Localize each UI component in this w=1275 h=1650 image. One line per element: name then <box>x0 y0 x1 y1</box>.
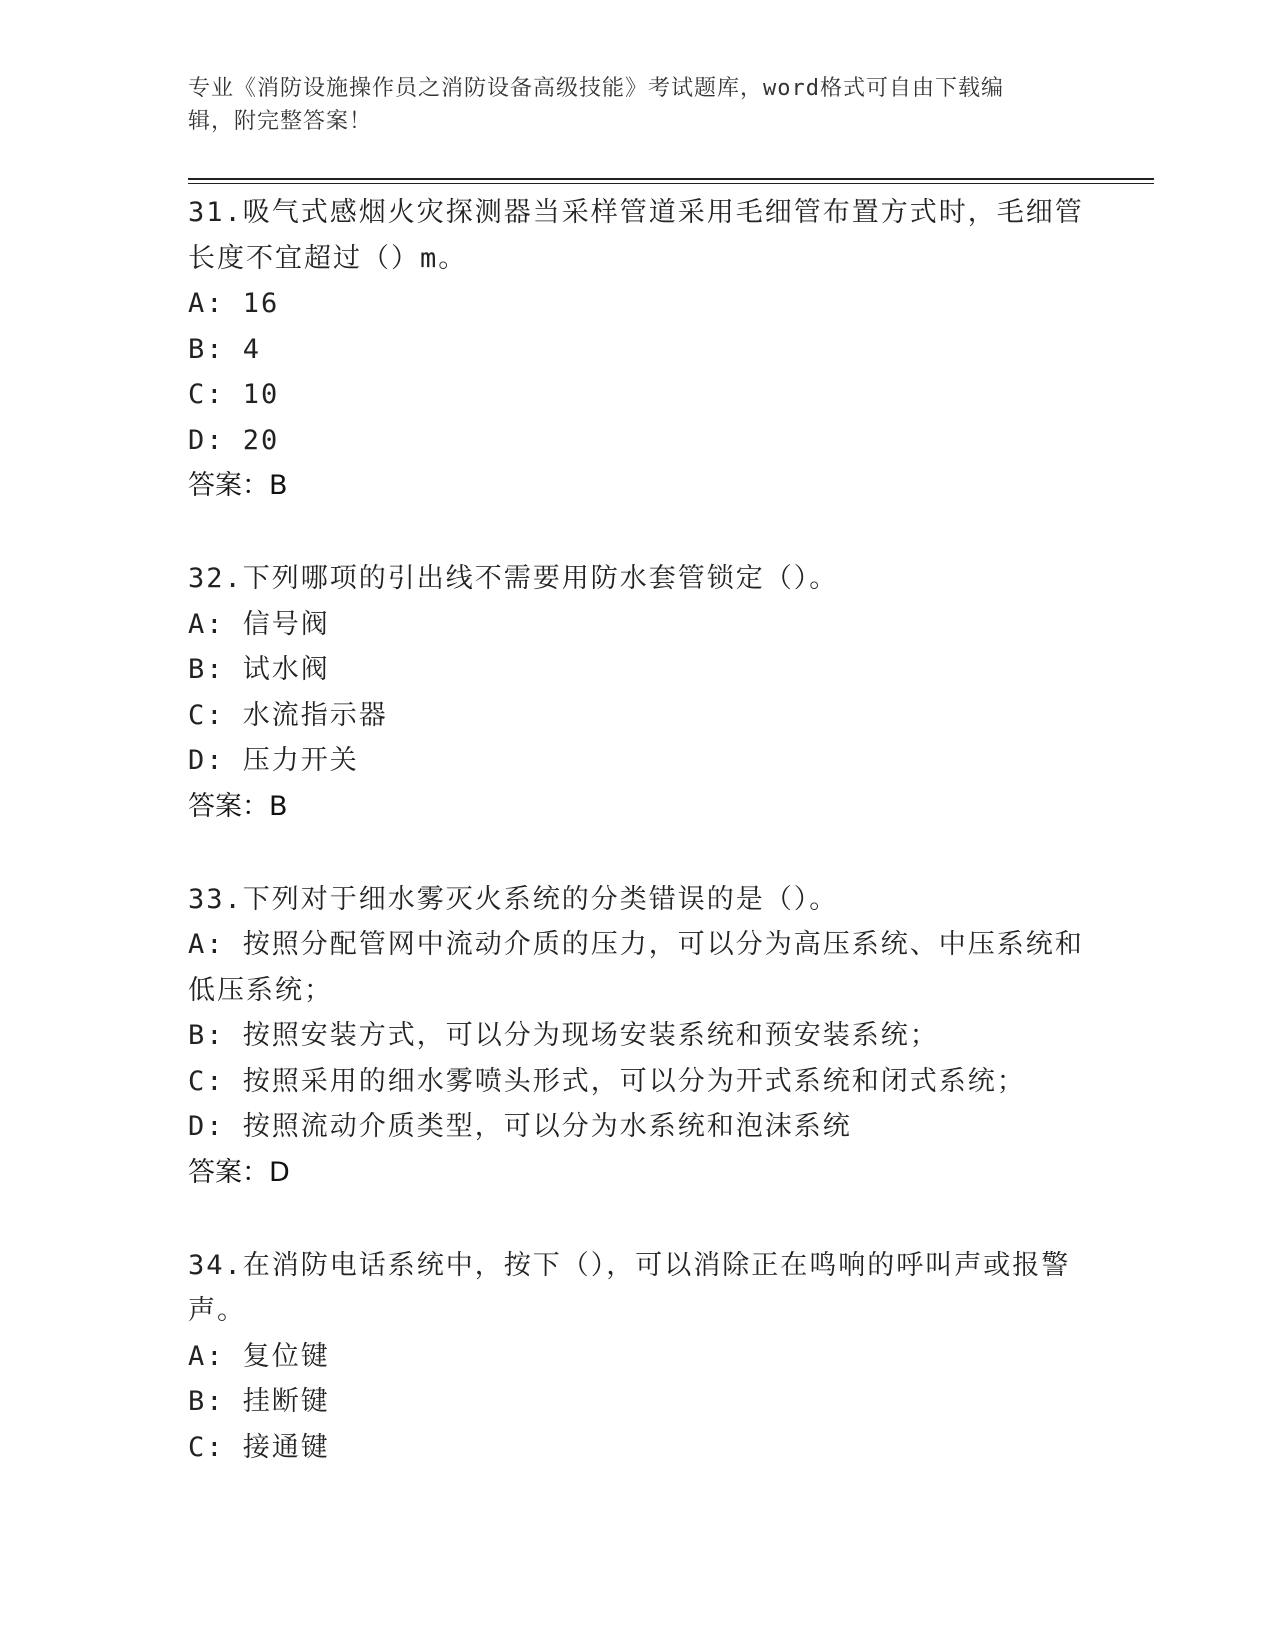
option-c: C: 水流指示器 <box>188 699 388 731</box>
question-stem: 34.在消防电话系统中，按下（），可以消除正在鸣响的呼叫声或报警 <box>188 1249 1071 1281</box>
question-stem: 33.下列对于细水雾灭火系统的分类错误的是（）。 <box>188 883 839 915</box>
option-a: A: 信号阀 <box>188 608 330 640</box>
option-d: D: 压力开关 <box>188 745 359 776</box>
option-a-continued: 低压系统； <box>188 974 333 1006</box>
answer: 答案：B <box>188 790 288 822</box>
document-header <box>188 72 1088 138</box>
question-32 <box>188 556 1088 829</box>
option-c: C: 10 <box>188 379 280 410</box>
question-33 <box>188 877 1088 1195</box>
option-b: B: 挂断键 <box>188 1386 330 1417</box>
option-a: A: 16 <box>188 288 280 319</box>
option-d: D: 20 <box>188 424 280 456</box>
option-a: A: 按照分配管网中流动介质的压力，可以分为高压系统、中压系统和 <box>188 929 1084 960</box>
option-c: C: 按照采用的细水雾喷头形式，可以分为开式系统和闭式系统； <box>188 1065 1026 1097</box>
question-34 <box>188 1243 1088 1471</box>
question-list <box>188 190 1088 1518</box>
option-d: D: 按照流动介质类型，可以分为水系统和泡沫系统 <box>188 1111 852 1142</box>
header-divider-thick <box>188 178 1154 180</box>
header-line-2: 辑，附完整答案！ <box>188 109 373 134</box>
question-stem-continued: 长度不宜超过（）m。 <box>188 242 468 274</box>
header-divider-thin <box>188 183 1154 184</box>
question-stem: 32.下列哪项的引出线不需要用防水套管锁定（）。 <box>188 563 839 594</box>
option-a: A: 复位键 <box>188 1340 330 1372</box>
option-b: B: 按照安装方式，可以分为现场安装系统和预安装系统； <box>188 1020 939 1051</box>
answer: 答案：D <box>188 1156 290 1188</box>
header-line-1: 专业《消防设施操作员之消防设备高级技能》考试题库，word格式可自由下载编 <box>188 76 1004 101</box>
option-c: C: 接通键 <box>188 1431 330 1463</box>
question-stem-continued: 声。 <box>188 1295 246 1326</box>
question-stem: 31.吸气式感烟火灾探测器当采样管道采用毛细管布置方式时，毛细管 <box>188 197 1084 228</box>
answer: 答案：B <box>188 470 288 501</box>
question-31 <box>188 190 1088 508</box>
option-b: B: 试水阀 <box>188 654 330 685</box>
option-b: B: 4 <box>188 333 262 365</box>
